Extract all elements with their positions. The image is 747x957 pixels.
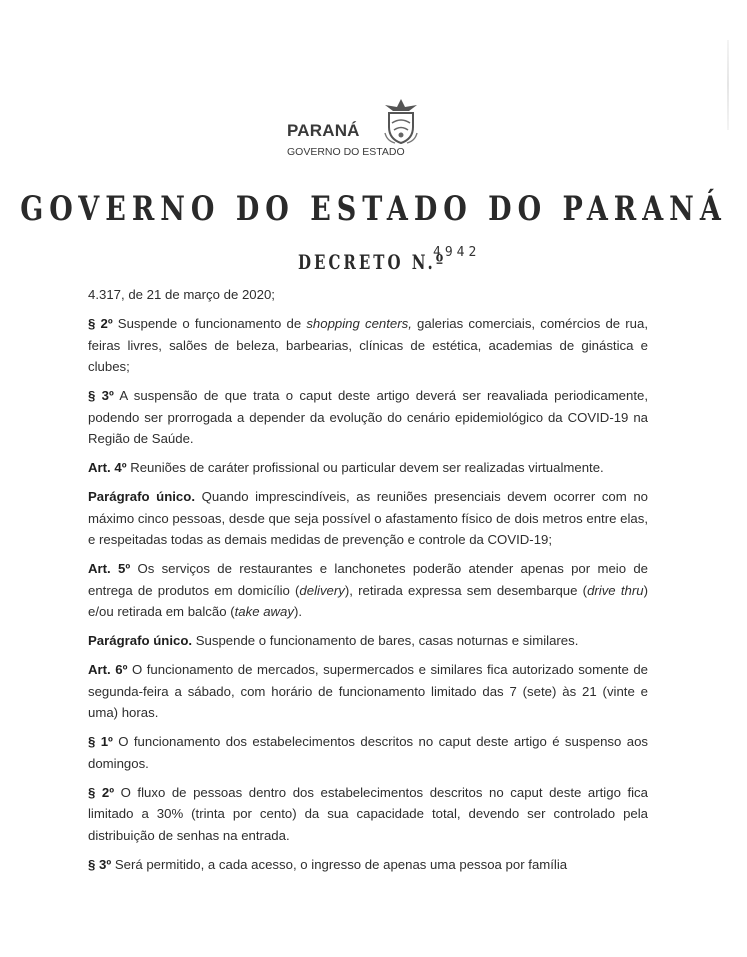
parana-logo (287, 97, 447, 167)
paragraph-5: Parágrafo único. Quando imprescindíveis, as reuniões presenciais devem ocorrer com no máximo cinco pessoas, desde que seja possível o afastamento físico de dois metros entre elas, e respeitadas todas as demais medidas de prevenção e controle da COVID-19; (88, 489, 648, 547)
paragraph-4: Art. 4º Reuniões de caráter profissional ou particular devem ser realizadas virtualmente. (88, 460, 604, 475)
paragraph-7: Parágrafo único. Suspende o funcionamento de bares, casas noturnas e similares. (88, 633, 579, 648)
page-edge-shadow (727, 40, 729, 130)
paragraph-1: 4.317, de 21 de março de 2020; (88, 287, 275, 302)
paragraph-10: § 2º O fluxo de pessoas dentro dos estabelecimentos descritos no caput deste artigo fica limitado a 30% (trinta por cento) da sua capacidade total, devendo ser controlado pela distribuição de senhas na entrada. (88, 784, 648, 843)
decree-label: DECRETO N.º (298, 251, 447, 275)
paragraph-9: § 1º O funcionamento dos estabelecimentos descritos no caput deste artigo é suspenso aos domingos. (88, 734, 648, 771)
document-body (88, 284, 648, 883)
logo-name: PARANÁ (287, 121, 360, 140)
paragraph-11: § 3º Será permitido, a cada acesso, o ingresso de apenas uma pessoa por família (88, 856, 568, 872)
paragraph-2: § 2º Suspende o funcionamento de shopping centers, galerias comerciais, comércios de rua, feiras livres, salões de beleza, barbearias, clínicas de estética, academias de ginástica e clubes; (88, 316, 649, 374)
paragraph-8: Art. 6º O funcionamento de mercados, supermercados e similares fica autorizado somente de segunda-feira a sábado, com horário de funcionamento limitado das 7 (sete) às 21 (vinte e uma) horas. (88, 662, 648, 720)
coat-of-arms-icon (381, 97, 421, 145)
paragraph-3: § 3º A suspensão de que trata o caput deste artigo deverá ser reavaliada periodicamente, podendo ser prorrogada a depender da evolução do cenário epidemiológico da COVID-19 na Região de Saúde. (88, 388, 649, 446)
paragraph-6: Art. 5º Os serviços de restaurantes e lanchonetes poderão atender apenas por meio de entrega de produtos em domicílio (delivery), retirada expressa sem desembarque (drive thru) e/ou retirada em balcão (take away). (88, 561, 648, 619)
decree-number: 4942 (433, 245, 481, 260)
document-title: GOVERNO DO ESTADO DO PARANÁ (20, 190, 727, 229)
logo-subtitle: GOVERNO DO ESTADO (287, 146, 405, 158)
